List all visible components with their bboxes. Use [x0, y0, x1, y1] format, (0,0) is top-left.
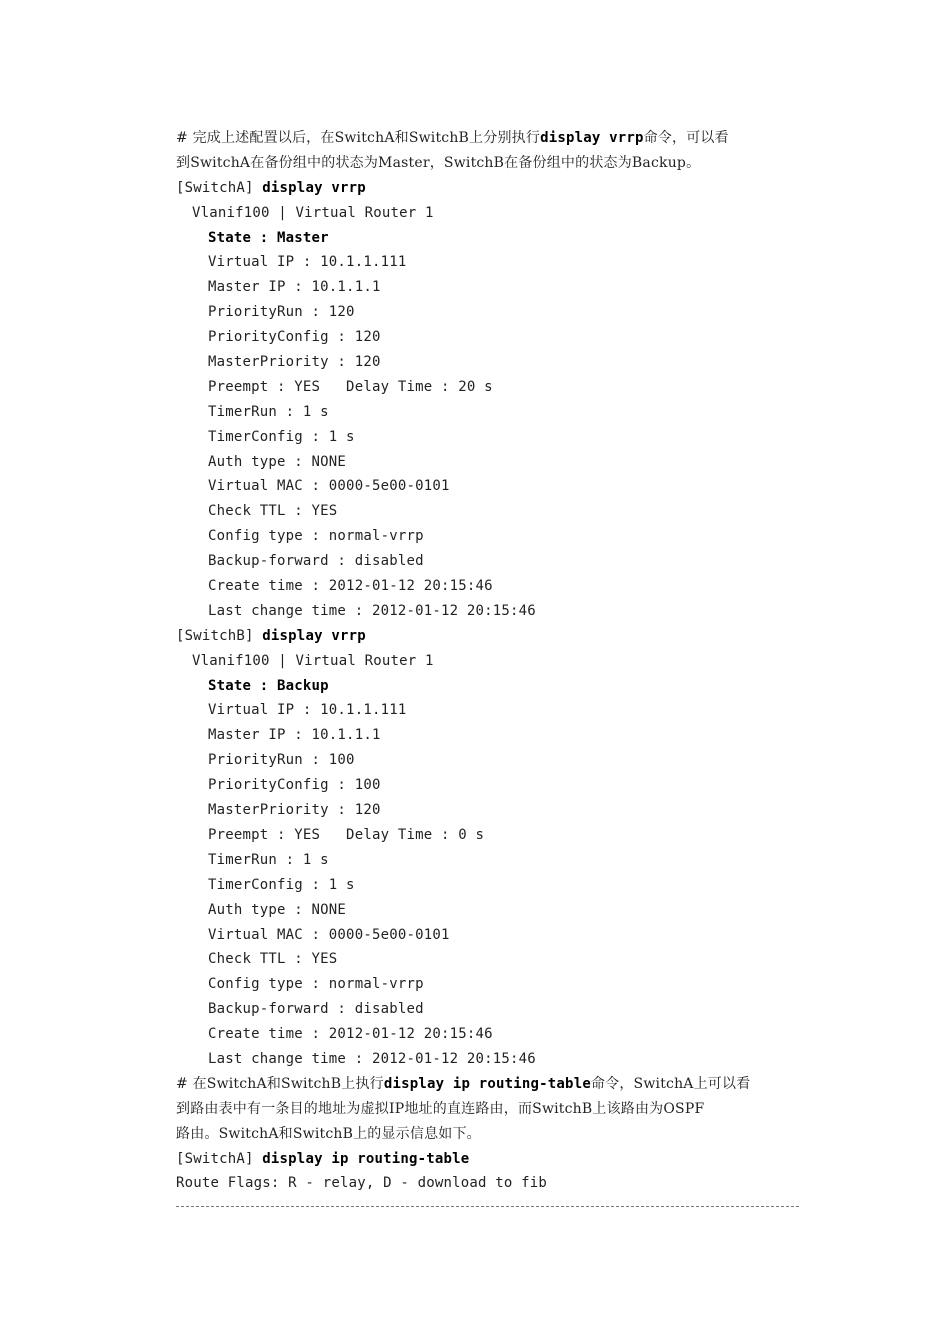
switchb-field: Check TTL : YES — [208, 951, 338, 968]
switchb-field: Config type : normal-vrrp — [208, 976, 424, 993]
intro-line-2: 到SwitchA在备份组中的状态为Master，SwitchB在备份组中的状态为Backup。 — [176, 154, 701, 171]
switcha-field: Virtual MAC : 0000-5e00-0101 — [208, 478, 450, 495]
switcha-field: Last change time : 2012-01-12 20:15:46 — [208, 602, 536, 619]
switchb-field: Master IP : 10.1.1.1 — [208, 727, 381, 744]
switcha-field: PriorityConfig : 120 — [208, 329, 381, 346]
switchb-field: Preempt : YES Delay Time : 0 s — [208, 826, 485, 843]
switcha-field: MasterPriority : 120 — [208, 354, 381, 371]
document-body — [176, 126, 806, 1196]
switcha-field: Config type : normal-vrrp — [208, 528, 424, 545]
intro-command: display vrrp — [540, 130, 644, 146]
switcha-field: Virtual IP : 10.1.1.111 — [208, 254, 407, 271]
routing-command-line: [SwitchA] display ip routing-table — [176, 1150, 470, 1167]
switchb-vrrp-header: Vlanif100 | Virtual Router 1 — [192, 652, 434, 669]
switcha-field: TimerConfig : 1 s — [208, 428, 355, 445]
switchb-field: Auth type : NONE — [208, 901, 347, 918]
switchb-field: Virtual MAC : 0000-5e00-0101 — [208, 926, 450, 943]
switcha-field: Check TTL : YES — [208, 503, 338, 520]
switchb-vrrp-fields — [176, 698, 806, 1071]
switchb-field: Create time : 2012-01-12 20:15:46 — [208, 1026, 493, 1043]
switchb-field: Last change time : 2012-01-12 20:15:46 — [208, 1050, 536, 1067]
switchb-field: PriorityConfig : 100 — [208, 777, 381, 794]
routing-command: display ip routing-table — [383, 1075, 591, 1092]
switcha-field: Create time : 2012-01-12 20:15:46 — [208, 578, 493, 595]
intro-line-1: # 完成上述配置以后，在SwitchA和SwitchB上分别执行display vrrp命令，可以看 — [176, 130, 729, 146]
switcha-state: State : Master — [208, 229, 329, 246]
routing-line-1: # 在SwitchA和SwitchB上执行display ip routing-table命令，SwitchA上可以看 — [176, 1075, 751, 1092]
switchb-command-line: [SwitchB] display vrrp — [176, 627, 366, 644]
switcha-field: Master IP : 10.1.1.1 — [208, 279, 381, 296]
switcha-field: Backup-forward : disabled — [208, 553, 424, 570]
switchb-field: TimerRun : 1 s — [208, 851, 329, 868]
switcha-field: PriorityRun : 120 — [208, 304, 355, 321]
switchb-field: TimerConfig : 1 s — [208, 876, 355, 893]
switcha-field: Auth type : NONE — [208, 453, 347, 470]
switcha-vrrp-fields — [176, 250, 806, 623]
dashed-divider — [176, 1206, 799, 1207]
switcha-field: Preempt : YES Delay Time : 20 s — [208, 378, 493, 395]
route-flags-line: Route Flags: R - relay, D - download to fib — [176, 1175, 548, 1192]
switchb-field: Backup-forward : disabled — [208, 1001, 424, 1018]
switchb-field: PriorityRun : 100 — [208, 752, 355, 769]
routing-line-2: 到路由表中有一条目的地址为虚拟IP地址的直连路由，而SwitchB上该路由为OSPF — [176, 1100, 705, 1117]
switchb-field: Virtual IP : 10.1.1.111 — [208, 702, 407, 719]
routing-line-3: 路由。SwitchA和SwitchB上的显示信息如下。 — [176, 1125, 481, 1142]
switcha-vrrp-header: Vlanif100 | Virtual Router 1 — [192, 204, 434, 221]
switcha-command-line: [SwitchA] display vrrp — [176, 179, 366, 196]
switcha-field: TimerRun : 1 s — [208, 403, 329, 420]
switchb-state: State : Backup — [208, 677, 329, 694]
switchb-field: MasterPriority : 120 — [208, 802, 381, 819]
